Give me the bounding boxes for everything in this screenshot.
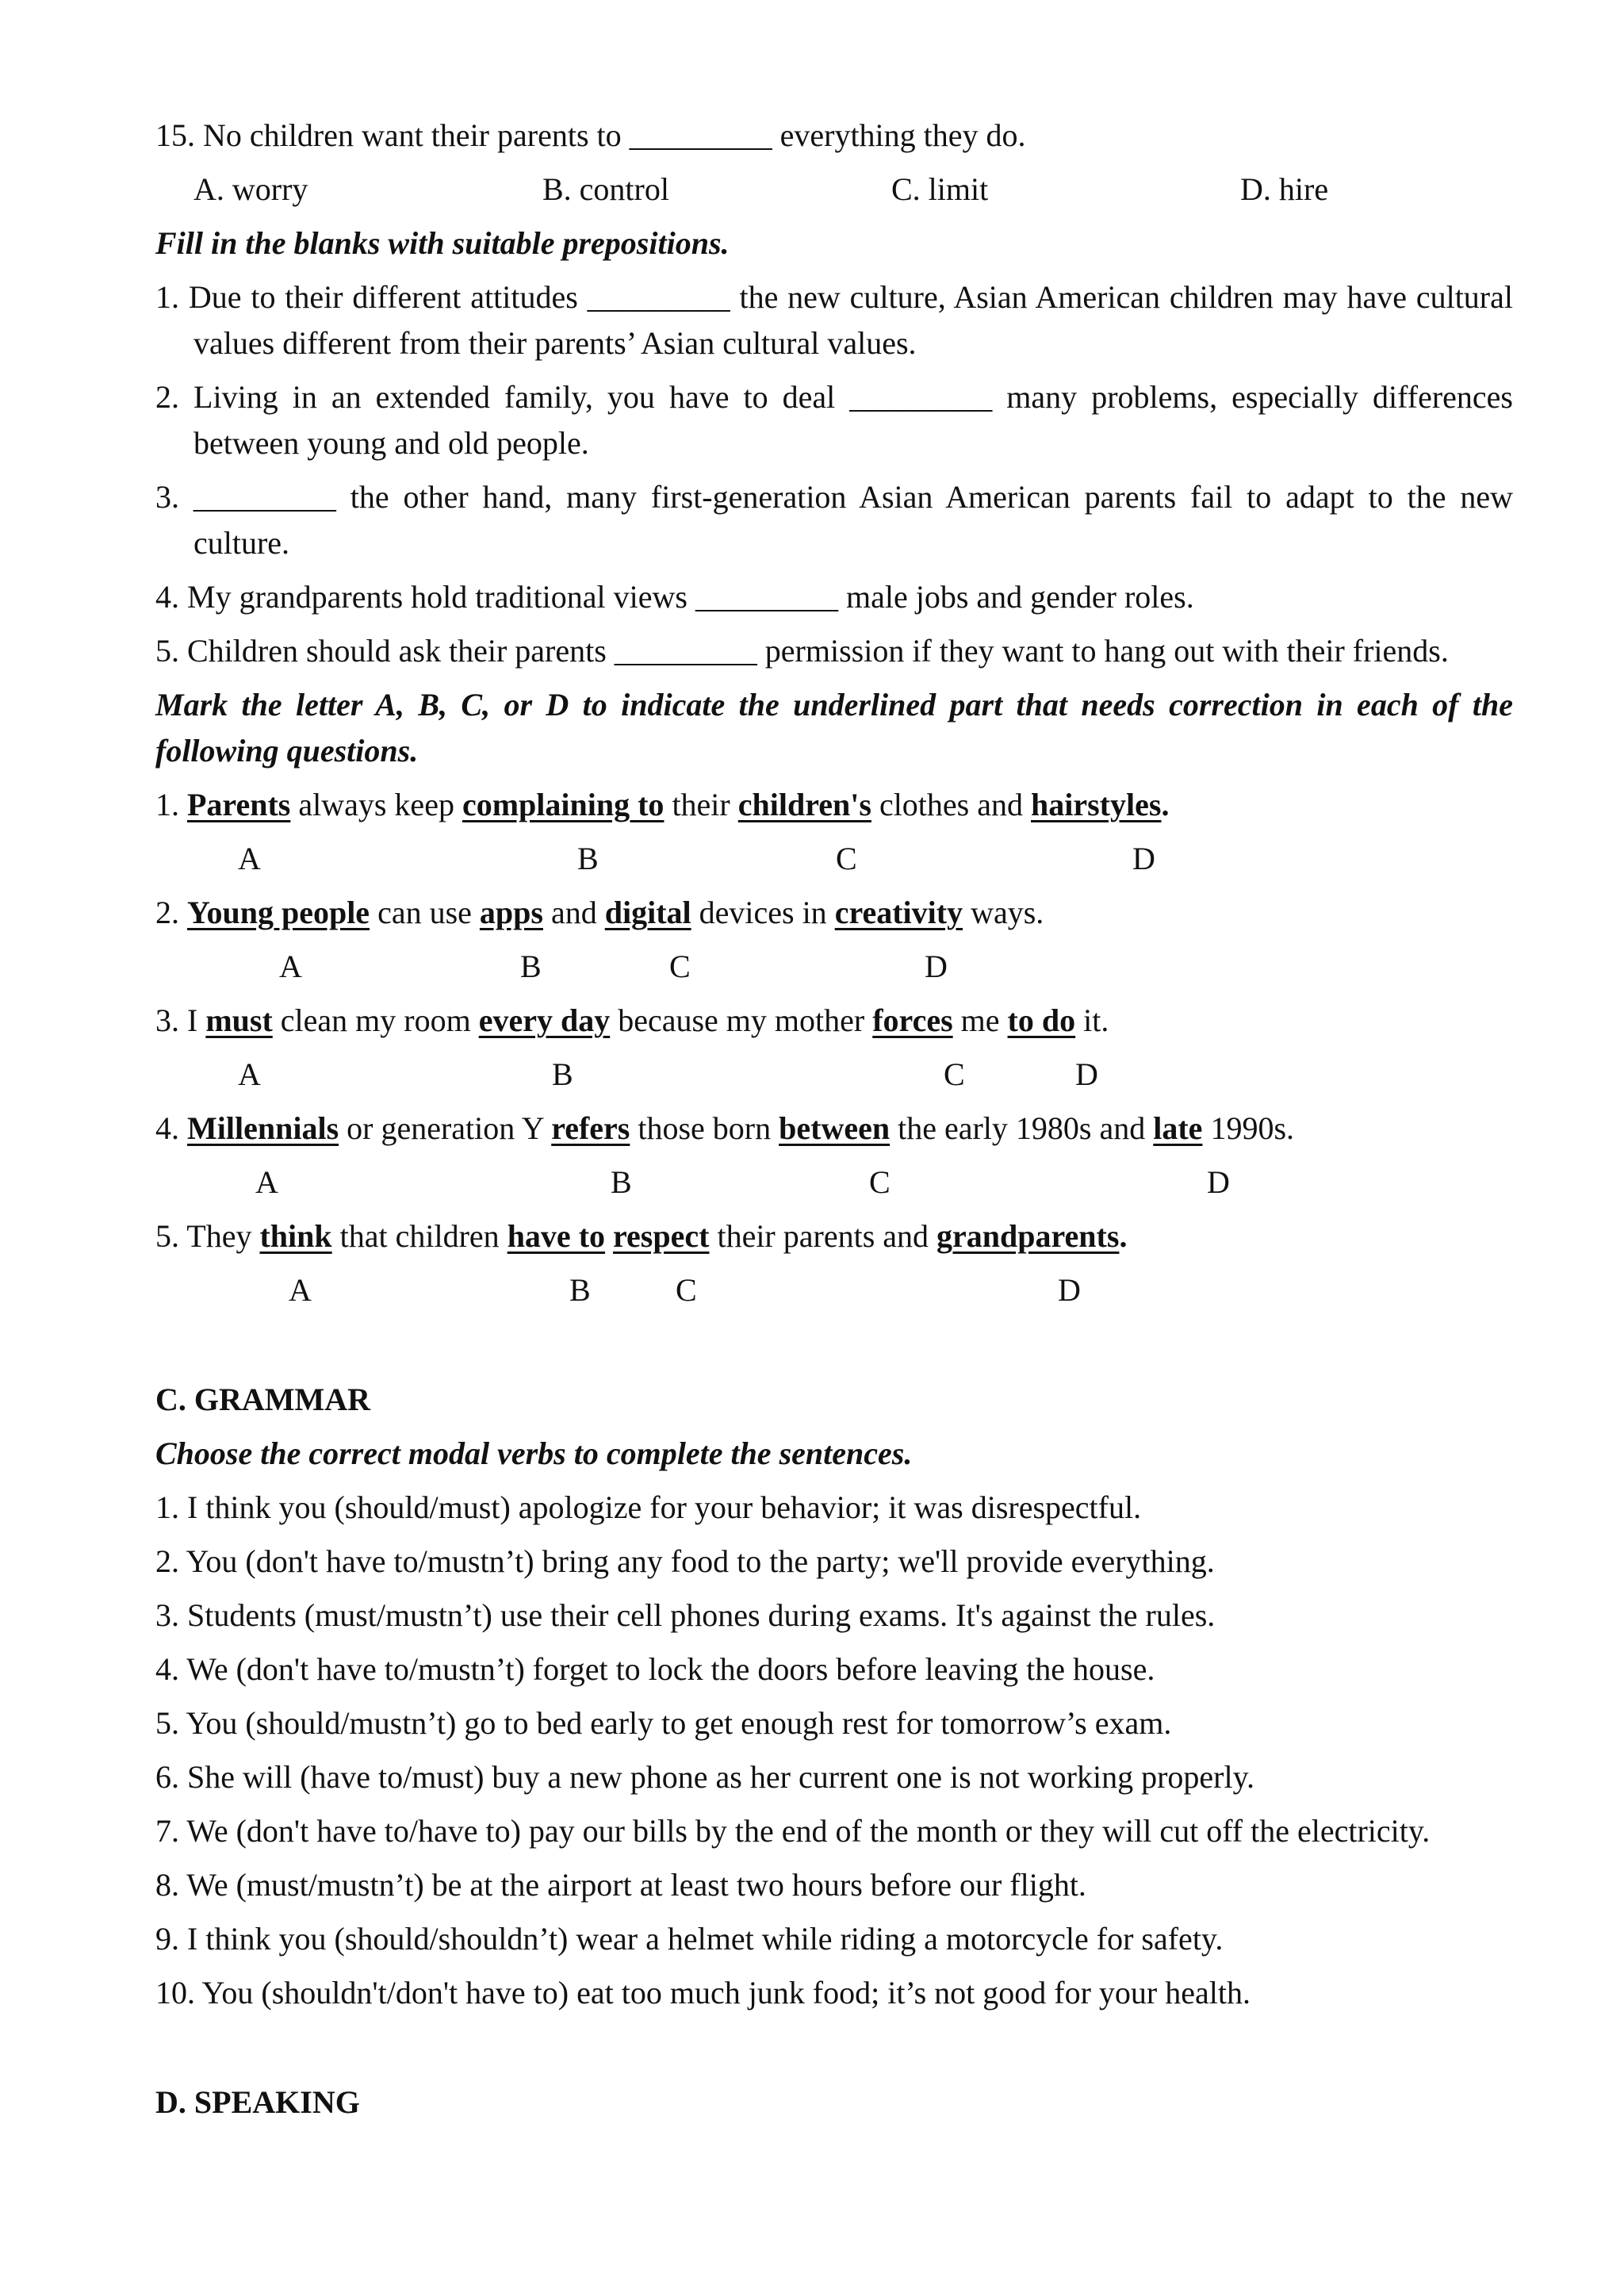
sentence-text: the early 1980s and [890,1110,1154,1146]
grammar-instruction: Choose the correct modal verbs to complete the sentences. [155,1435,913,1471]
error-5-letter-c: C [676,1272,697,1308]
prepositions-instruction: Fill in the blanks with suitable prepositions. [155,225,730,261]
sentence-text: their parents and [709,1218,937,1254]
underlined-option: every day [478,1002,611,1038]
sentence-text: or generation Y [339,1110,552,1146]
grammar-item-3: 3. Students (must/mustn’t) use their cell phones during exams. It's against the rules. [155,1597,1216,1633]
grammar-item-2: 2. You (don't have to/mustn’t) bring any food to the party; we'll provide everything. [155,1543,1215,1579]
grammar-item-1: 1. I think you (should/must) apologize for your behavior; it was disrespectful. [155,1489,1142,1525]
option-b: B. control [542,171,669,207]
underlined-option: respect [613,1218,710,1254]
grammar-heading: C. GRAMMAR [155,1382,371,1417]
prep-item-4: 4. My grandparents hold traditional views _________ male jobs and gender roles. [155,579,1194,615]
prep-item-3-line2: culture. [193,525,290,561]
error-2-letter-c: C [669,949,691,984]
prep-item-2-line1: 2. Living in an extended family, you have to deal _________ many problems, especially differences [155,379,1513,415]
underlined-option: hairstyles [1031,787,1162,822]
sentence-text: that children [331,1218,508,1254]
error-item-1 [155,782,1169,828]
error-5-letter-d: D [1058,1272,1081,1308]
underlined-option: to do [1007,1002,1076,1038]
error-2-letter-a: A [279,949,302,984]
error-item-2 [155,890,1044,936]
error-1-letter-c: C [836,841,857,876]
underlined-option: Millennials [187,1110,339,1146]
underlined-option: creativity [834,895,963,930]
sentence-text: 3. I [155,1002,206,1038]
prep-item-1-line2: values different from their parents’ Asian cultural values. [193,325,917,361]
error-1-letter-a: A [238,841,261,876]
underlined-option: think [259,1218,332,1254]
sentence-text [605,1218,613,1254]
sentence-text: 1990s. [1202,1110,1295,1146]
error-3-letter-d: D [1075,1056,1098,1092]
error-5-letter-b: B [569,1272,591,1308]
error-5-letter-a: A [289,1272,312,1308]
underlined-option: Young people [187,895,370,930]
sentence-text: . [1119,1218,1128,1254]
error-1-letter-d: D [1132,841,1155,876]
sentence-text: 5. They [155,1218,260,1254]
error-3-letter-c: C [944,1056,965,1092]
sentence-text: those born [630,1110,779,1146]
grammar-item-10: 10. You (shouldn't/don't have to) eat too much junk food; it’s not good for your health. [155,1975,1251,2010]
error-3-letter-b: B [552,1056,573,1092]
underlined-option: digital [604,895,691,930]
prep-item-1-line1: 1. Due to their different attitudes _________ the new culture, Asian American children may have cultural [155,279,1513,315]
underlined-option: forces [872,1002,953,1038]
option-c: C. limit [891,171,989,207]
sentence-text: clothes and [871,787,1031,822]
underlined-option: grandparents [936,1218,1120,1254]
error-instruction-line1: Mark the letter A, B, C, or D to indicate the underlined part that needs correction in each of the [155,687,1513,723]
grammar-item-9: 9. I think you (should/shouldn’t) wear a helmet while riding a motorcycle for safety. [155,1921,1224,1957]
sentence-text: 1. [155,787,187,822]
grammar-item-4: 4. We (don't have to/mustn’t) forget to lock the doors before leaving the house. [155,1651,1155,1687]
error-instruction-line2: following questions. [155,733,419,769]
sentence-text: devices in [691,895,835,930]
error-4-letter-a: A [255,1164,278,1200]
sentence-text: me [952,1002,1008,1038]
error-2-letter-d: D [925,949,948,984]
sentence-text: it. [1075,1002,1109,1038]
error-item-4 [155,1106,1294,1152]
sentence-text: ways. [963,895,1044,930]
underlined-option: refers [551,1110,630,1146]
question-15-stem: 15. No children want their parents to _________ everything they do. [155,117,1026,153]
underlined-option: must [205,1002,273,1038]
error-1-letter-b: B [577,841,599,876]
option-a: A. worry [193,171,308,207]
speaking-heading: D. SPEAKING [155,2084,360,2120]
sentence-text: because my mother [610,1002,873,1038]
grammar-item-5: 5. You (should/mustn’t) go to bed early to get enough rest for tomorrow’s exam. [155,1705,1172,1741]
underlined-option: complaining to [462,787,665,822]
sentence-text: 4. [155,1110,187,1146]
error-4-letter-b: B [611,1164,632,1200]
prep-item-2-line2: between young and old people. [193,425,589,461]
sentence-text: 2. [155,895,187,930]
sentence-text: always keep [290,787,462,822]
underlined-option: Parents [187,787,291,822]
sentence-text: their [664,787,738,822]
error-item-3 [155,998,1109,1044]
underlined-option: between [779,1110,891,1146]
error-item-5 [155,1213,1127,1259]
grammar-item-8: 8. We (must/mustn’t) be at the airport at least two hours before our flight. [155,1867,1086,1903]
underlined-option: late [1153,1110,1203,1146]
error-4-letter-c: C [869,1164,891,1200]
error-4-letter-d: D [1207,1164,1230,1200]
grammar-item-7: 7. We (don't have to/have to) pay our bills by the end of the month or they will cut off the electricity. [155,1813,1431,1849]
sentence-text: . [1161,787,1170,822]
sentence-text: can use [370,895,480,930]
prep-item-3-line1: 3. _________ the other hand, many first-generation Asian American parents fail to adapt to the new [155,479,1513,515]
sentence-text: and [542,895,605,930]
underlined-option: apps [479,895,543,930]
underlined-option: children's [737,787,871,822]
prep-item-5: 5. Children should ask their parents _________ permission if they want to hang out with their friends. [155,633,1449,669]
option-d: D. hire [1240,171,1329,207]
underlined-option: have to [507,1218,606,1254]
error-2-letter-b: B [520,949,542,984]
sentence-text: clean my room [272,1002,479,1038]
grammar-item-6: 6. She will (have to/must) buy a new phone as her current one is not working properly. [155,1759,1254,1795]
error-3-letter-a: A [238,1056,261,1092]
